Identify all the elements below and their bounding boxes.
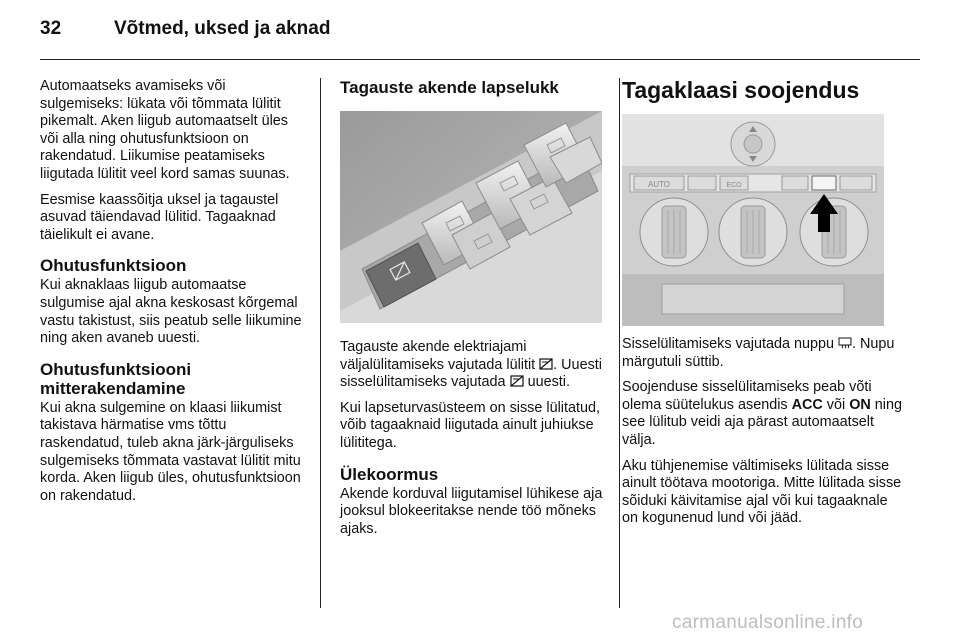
- page-number: 32: [40, 18, 62, 39]
- child-lock-heading: Tagauste akende lapselukk: [340, 78, 559, 97]
- child-lock-text-1: Tagauste akende elektriajami väljalülitamiseks vajutada lülitit . Uuesti sisselülitamiseks vajutada uuesti.: [340, 339, 602, 391]
- page-header: [40, 18, 920, 48]
- column-divider-2: [619, 78, 620, 608]
- overload-heading: Ülekoormus: [340, 464, 439, 484]
- eco-button-label: ECO: [726, 182, 742, 189]
- intro-paragraph-2: Eesmise kaassõitja uksel ja tagaustel asuvad täiendavad lülitid. Tagaaknad täielikult ei avane.: [40, 191, 279, 243]
- header-rule: [40, 59, 920, 60]
- override-heading: Ohutusfunktsiooni mitterakendamine: [40, 359, 192, 398]
- column-3: [622, 78, 904, 536]
- child-lock-switch-icon: [510, 375, 524, 387]
- page-title: Võtmed, uksed ja aknad: [114, 18, 331, 39]
- rear-heating-text-1: Sisselülitamiseks vajutada nuppu . Nupu märgutuli süttib.: [622, 336, 895, 370]
- intro-paragraph-1: Automaatseks avamiseks või sulgemiseks: lükata või tõmmata lülitit pikemalt. Aken liigub automaatselt üles või alla ning ohutusfunktsioon on rakendatud. Liikumise peatamiseks liigutada lülitit veel kord samas suunas.: [40, 78, 290, 182]
- auto-button-label: AUTO: [647, 180, 671, 189]
- overload-text: Akende korduval liigutamisel lühikese aja jooksul blokeeritakse nende töö mõneks ajaks.: [340, 485, 603, 537]
- override-text: Kui akna sulgemine on klaasi liikumist takistava härmatise vms tõttu raskendatud, tuleb akna järk-järguliseks sulgemiseks tõmmata vastavat lülitit mitu korda. Aken liigub üles, ohutusfunktsioon on rakendatud.: [40, 399, 301, 504]
- rear-heating-text-3: Aku tühjenemise vältimiseks lülitada sisse ainult töötava mootoriga. Mitte lülitada sisse sõiduki käivitamise ajal või kui tagaaknale on kogunenud lund või jääd.: [622, 457, 902, 527]
- column-divider-1: [320, 78, 321, 608]
- child-lock-switch-icon: [539, 358, 553, 370]
- column-1: [40, 78, 308, 513]
- safety-heading: Ohutusfunktsioon: [40, 256, 187, 276]
- child-lock-text-2: Kui lapseturvasüsteem on sisse lülitatud, võib tagaaknaid liigutada ainult juhiukse lülititega.: [340, 399, 600, 451]
- rear-heating-heading: Tagaklaasi soojendus: [622, 77, 860, 103]
- rear-heating-text-2: Soojenduse sisselülitamiseks peab võti olema süütelukus asendis ACC või ON ning see lülitub veidi aja pärast automaatselt välja.: [622, 379, 902, 448]
- safety-text: Kui aknaklaas liigub automaatse sulgumise ajal akna keskosast kõrgemal vastu takistust, siis peatub selle liikumine ning aken avaneb uuesti.: [40, 277, 302, 347]
- window-switch-illustration: [340, 111, 602, 323]
- rear-window-heating-icon: [838, 337, 852, 349]
- climate-panel-illustration: [622, 114, 884, 326]
- column-2: [340, 78, 605, 546]
- watermark: carmanualsonline.info: [672, 612, 864, 633]
